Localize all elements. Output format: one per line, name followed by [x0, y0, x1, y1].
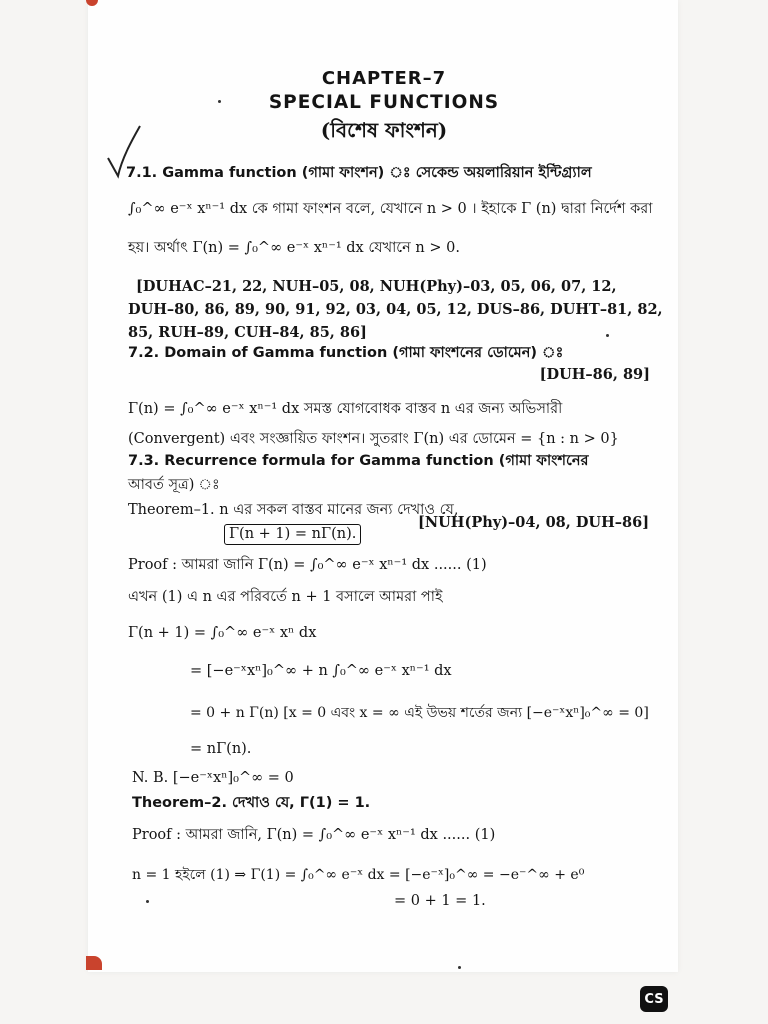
section-7-1-heading: 7.1. Gamma function (গামা ফাংশন) ঃ সেকেন্ড অয়লারিয়ান ইন্টিগ্র্যাল — [126, 165, 592, 181]
proof-2-line-3: = 0 + 1 = 1. — [394, 893, 486, 909]
proof-1-line-3: Γ(n + 1) = ∫₀^∞ e⁻ˣ xⁿ dx — [128, 625, 317, 641]
domain-line-1: Γ(n) = ∫₀^∞ e⁻ˣ xⁿ⁻¹ dx সমস্ত যোগবোধক বাস্তব n এর জন্য অভিসারী — [128, 401, 563, 417]
definition-line-1: ∫₀^∞ e⁻ˣ xⁿ⁻¹ dx কে গামা ফাংশন বলে, যেখানে n > 0 । ইহাকে Γ (n) দ্বারা নির্দেশ করা — [128, 201, 653, 217]
proof-1-line-6: = nΓ(n). — [190, 741, 252, 757]
boxed-formula: Γ(n + 1) = nΓ(n). — [224, 524, 361, 545]
chapter-heading: CHAPTER–7 — [321, 68, 447, 89]
section-7-2-reference: [DUH–86, 89] — [539, 366, 650, 383]
proof-1-line-5: = 0 + n Γ(n) [x = 0 এবং x = ∞ এই উভয় শর্তের জন্য [−e⁻ˣxⁿ]₀^∞ = 0] — [190, 705, 649, 721]
speck — [606, 334, 609, 337]
chapter-title: SPECIAL FUNCTIONS — [268, 92, 500, 113]
proof-1-line-4: = [−e⁻ˣxⁿ]₀^∞ + n ∫₀^∞ e⁻ˣ xⁿ⁻¹ dx — [190, 663, 452, 679]
section-7-3-heading: 7.3. Recurrence formula for Gamma function (গামা ফাংশনের — [128, 453, 589, 469]
chapter-title-bengali: (বিশেষ ফাংশন) — [320, 118, 448, 142]
reference-line-3: 85, RUH–89, CUH–84, 85, 86] — [128, 324, 367, 341]
speck — [458, 966, 461, 969]
theorem-1-statement: Theorem–1. n এর সকল বাস্তব মানের জন্য দেখাও যে, — [128, 502, 459, 518]
definition-line-2: হয়। অর্থাৎ Γ(n) = ∫₀^∞ e⁻ˣ xⁿ⁻¹ dx যেখানে n > 0. — [128, 240, 460, 256]
reference-line-2: DUH–80, 86, 89, 90, 91, 92, 03, 04, 05, 12, DUS–86, DUHT–81, 82, — [128, 301, 663, 318]
theorem-1-formula — [224, 524, 361, 545]
proof-2-line-1: Proof : আমরা জানি, Γ(n) = ∫₀^∞ e⁻ˣ xⁿ⁻¹ dx ...... (1) — [132, 827, 496, 843]
proof-2-line-2: n = 1 হইলে (1) ⇒ Γ(1) = ∫₀^∞ e⁻ˣ dx = [−e⁻ˣ]₀^∞ = −e⁻^∞ + e⁰ — [132, 867, 585, 883]
theorem-2-statement: Theorem–2. দেখাও যে, Γ(1) = 1. — [132, 795, 371, 811]
proof-1-line-2: এখন (1) এ n এর পরিবর্তে n + 1 বসালে আমরা পাই — [128, 589, 443, 605]
proof-1-line-1: Proof : আমরা জানি Γ(n) = ∫₀^∞ e⁻ˣ xⁿ⁻¹ dx ...... (1) — [128, 557, 487, 573]
domain-line-2: (Convergent) এবং সংজ্ঞায়িত ফাংশন। সুতরাং Γ(n) এর ডোমেন = {n : n > 0} — [128, 431, 619, 447]
reference-line-1: [DUHAC–21, 22, NUH–05, 08, NUH(Phy)–03, 05, 06, 07, 12, — [136, 278, 617, 295]
section-7-2-heading: 7.2. Domain of Gamma function (গামা ফাংশনের ডোমেন) ঃ — [128, 345, 564, 361]
nb-note: N. B. [−e⁻ˣxⁿ]₀^∞ = 0 — [132, 770, 294, 786]
speck — [218, 100, 221, 103]
camscanner-logo: CS — [640, 986, 668, 1012]
theorem-1-reference: [NUH(Phy)–04, 08, DUH–86] — [418, 514, 650, 531]
section-7-3-heading-cont: আবর্ত সূত্র) ঃ — [128, 477, 220, 493]
speck — [146, 900, 149, 903]
